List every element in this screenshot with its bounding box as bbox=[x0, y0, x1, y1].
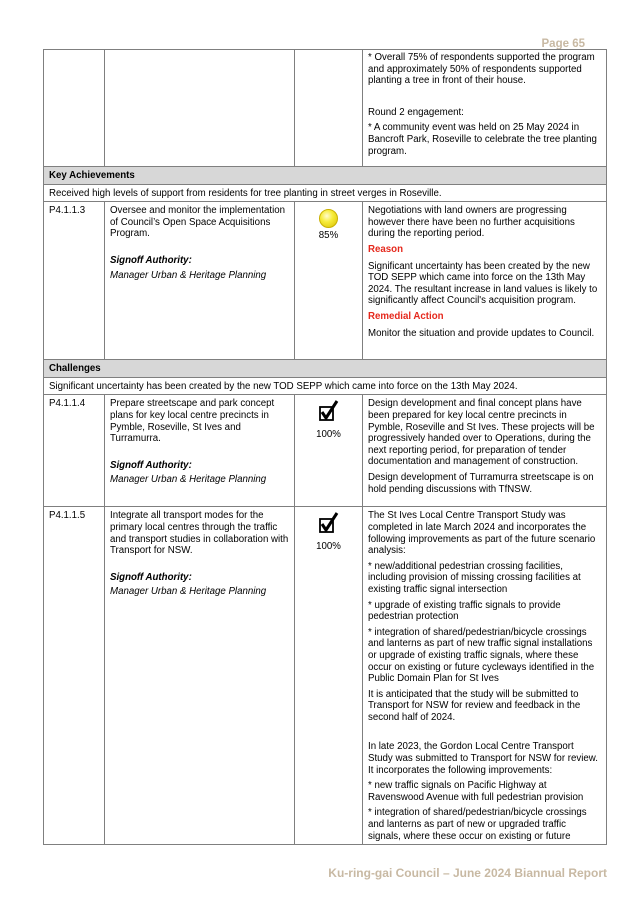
checkmark-icon bbox=[318, 511, 340, 535]
status-cell bbox=[295, 507, 363, 845]
task-description: Prepare streetscape and park concept plans for key local centre precincts in Pymble, Roseville, St Ives and Turramurra. bbox=[110, 398, 275, 445]
detail-text: Design development of Turramurra streetscape is on hold pending discussions with TfNSW. bbox=[368, 471, 594, 495]
report-footer: Ku-ring-gai Council – June 2024 Biannual Report bbox=[328, 866, 607, 880]
percent-complete: 100% bbox=[316, 540, 341, 552]
detail-text: * integration of shared/pedestrian/bicycle crossings and lanterns as part of new or upgraded traffic signals, where these occur on existing or future bbox=[368, 807, 587, 842]
table-row bbox=[44, 395, 607, 507]
yellow-bulb-icon bbox=[319, 209, 338, 228]
detail-text: Negotiations with land owners are progressing however there have been no further acquisitions during the reporting period. bbox=[368, 205, 575, 240]
description-cell bbox=[105, 395, 295, 507]
detail-line: * Overall 75% of respondents supported the program and approximately 50% of respondents supported planting a tree in front of their house. bbox=[368, 52, 595, 87]
detail-line: * A community event was held on 25 May 2024 in Bancroft Park, Roseville to celebrate the tree planting program. bbox=[368, 122, 597, 157]
key-achievements-text: Received high levels of support from residents for tree planting in street verges in Roseville. bbox=[44, 184, 607, 202]
detail-text: It is anticipated that the study will be submitted to Transport for NSW for review and feedback in the second half of 2024. bbox=[368, 688, 581, 723]
signoff-label: Signoff Authority: bbox=[110, 459, 192, 471]
section-heading-row bbox=[44, 360, 607, 378]
remedial-action-text: Monitor the situation and provide updates to Council. bbox=[368, 327, 595, 339]
detail-text: * new traffic signals on Pacific Highway at Ravenswood Avenue with full pedestrian provision bbox=[368, 780, 584, 803]
detail-text: Design development and final concept plans have been prepared for key local centre precincts in Pymble, Roseville and St Ives. These projects will be progressively handed over to Operations, during the next reporting period, for preparation of tender documentation and management of construction. bbox=[368, 398, 595, 468]
detail-text: * upgrade of existing traffic signals to provide pedestrian protection bbox=[368, 599, 561, 623]
signoff-label: Signoff Authority: bbox=[110, 254, 192, 266]
reason-label: Reason bbox=[368, 243, 403, 255]
task-description: Integrate all transport modes for the primary local centres through the traffic and transport studies in collaboration with Transport for NSW. bbox=[110, 510, 289, 557]
code-cell: P4.1.1.3 bbox=[44, 202, 105, 360]
section-heading-row bbox=[44, 167, 607, 185]
report-table bbox=[43, 49, 607, 845]
signoff-name: Manager Urban & Heritage Planning bbox=[110, 586, 267, 598]
section-text-row bbox=[44, 377, 607, 395]
description-cell bbox=[105, 202, 295, 360]
section-text-row bbox=[44, 184, 607, 202]
percent-complete: 100% bbox=[316, 428, 341, 440]
description-cell bbox=[105, 507, 295, 845]
signoff-label: Signoff Authority: bbox=[110, 571, 192, 583]
code-cell bbox=[44, 50, 105, 167]
table-row bbox=[44, 202, 607, 360]
detail-cell bbox=[363, 202, 607, 360]
task-description: Oversee and monitor the implementation of Council’s Open Space Acquisitions Program. bbox=[110, 205, 286, 240]
status-cell bbox=[295, 395, 363, 507]
detail-text: In late 2023, the Gordon Local Centre Transport Study was submitted to Transport for NSW for review. It incorporates the following improvements: bbox=[368, 741, 598, 776]
table-row-continued bbox=[44, 50, 607, 167]
detail-text: * integration of shared/pedestrian/bicycle crossings and lanterns as part of new traffic signal installations or upgrade of existing traffic signals, where these occur on existing or future cycleways identified in the Public Domain Plan for St Ives bbox=[368, 626, 595, 685]
percent-complete: 85% bbox=[318, 230, 339, 242]
code-cell: P4.1.1.4 bbox=[44, 395, 105, 507]
status-cell bbox=[295, 50, 363, 167]
reason-text: Significant uncertainty has been created by the new TOD SEPP which came into force on the 13th May 2024. The resultant increase in land values is likely to significantly affect Council's acquisition program. bbox=[368, 260, 598, 307]
key-achievements-heading: Key Achievements bbox=[44, 167, 607, 185]
detail-cell bbox=[363, 395, 607, 507]
detail-text: The St Ives Local Centre Transport Study was completed in late March 2024 and incorporates the following improvements as part of the future scenario analysis: bbox=[368, 510, 596, 557]
checkmark-icon bbox=[318, 399, 340, 423]
detail-line: Round 2 engagement: bbox=[368, 106, 464, 118]
signoff-name: Manager Urban & Heritage Planning bbox=[110, 474, 267, 486]
description-cell bbox=[105, 50, 295, 167]
remedial-action-label: Remedial Action bbox=[368, 310, 444, 322]
signoff-name: Manager Urban & Heritage Planning bbox=[110, 269, 267, 281]
challenges-text: Significant uncertainty has been created by the new TOD SEPP which came into force on the 13th May 2024. bbox=[44, 377, 607, 395]
challenges-heading: Challenges bbox=[44, 360, 607, 378]
table-row bbox=[44, 507, 607, 845]
status-cell bbox=[295, 202, 363, 360]
detail-cell bbox=[363, 507, 607, 845]
code-cell: P4.1.1.5 bbox=[44, 507, 105, 845]
detail-text: * new/additional pedestrian crossing facilities, including provision of missing crossing facilities at existing traffic signal intersection bbox=[368, 560, 581, 595]
page-number: Page 65 bbox=[541, 38, 585, 50]
detail-cell bbox=[363, 50, 607, 167]
